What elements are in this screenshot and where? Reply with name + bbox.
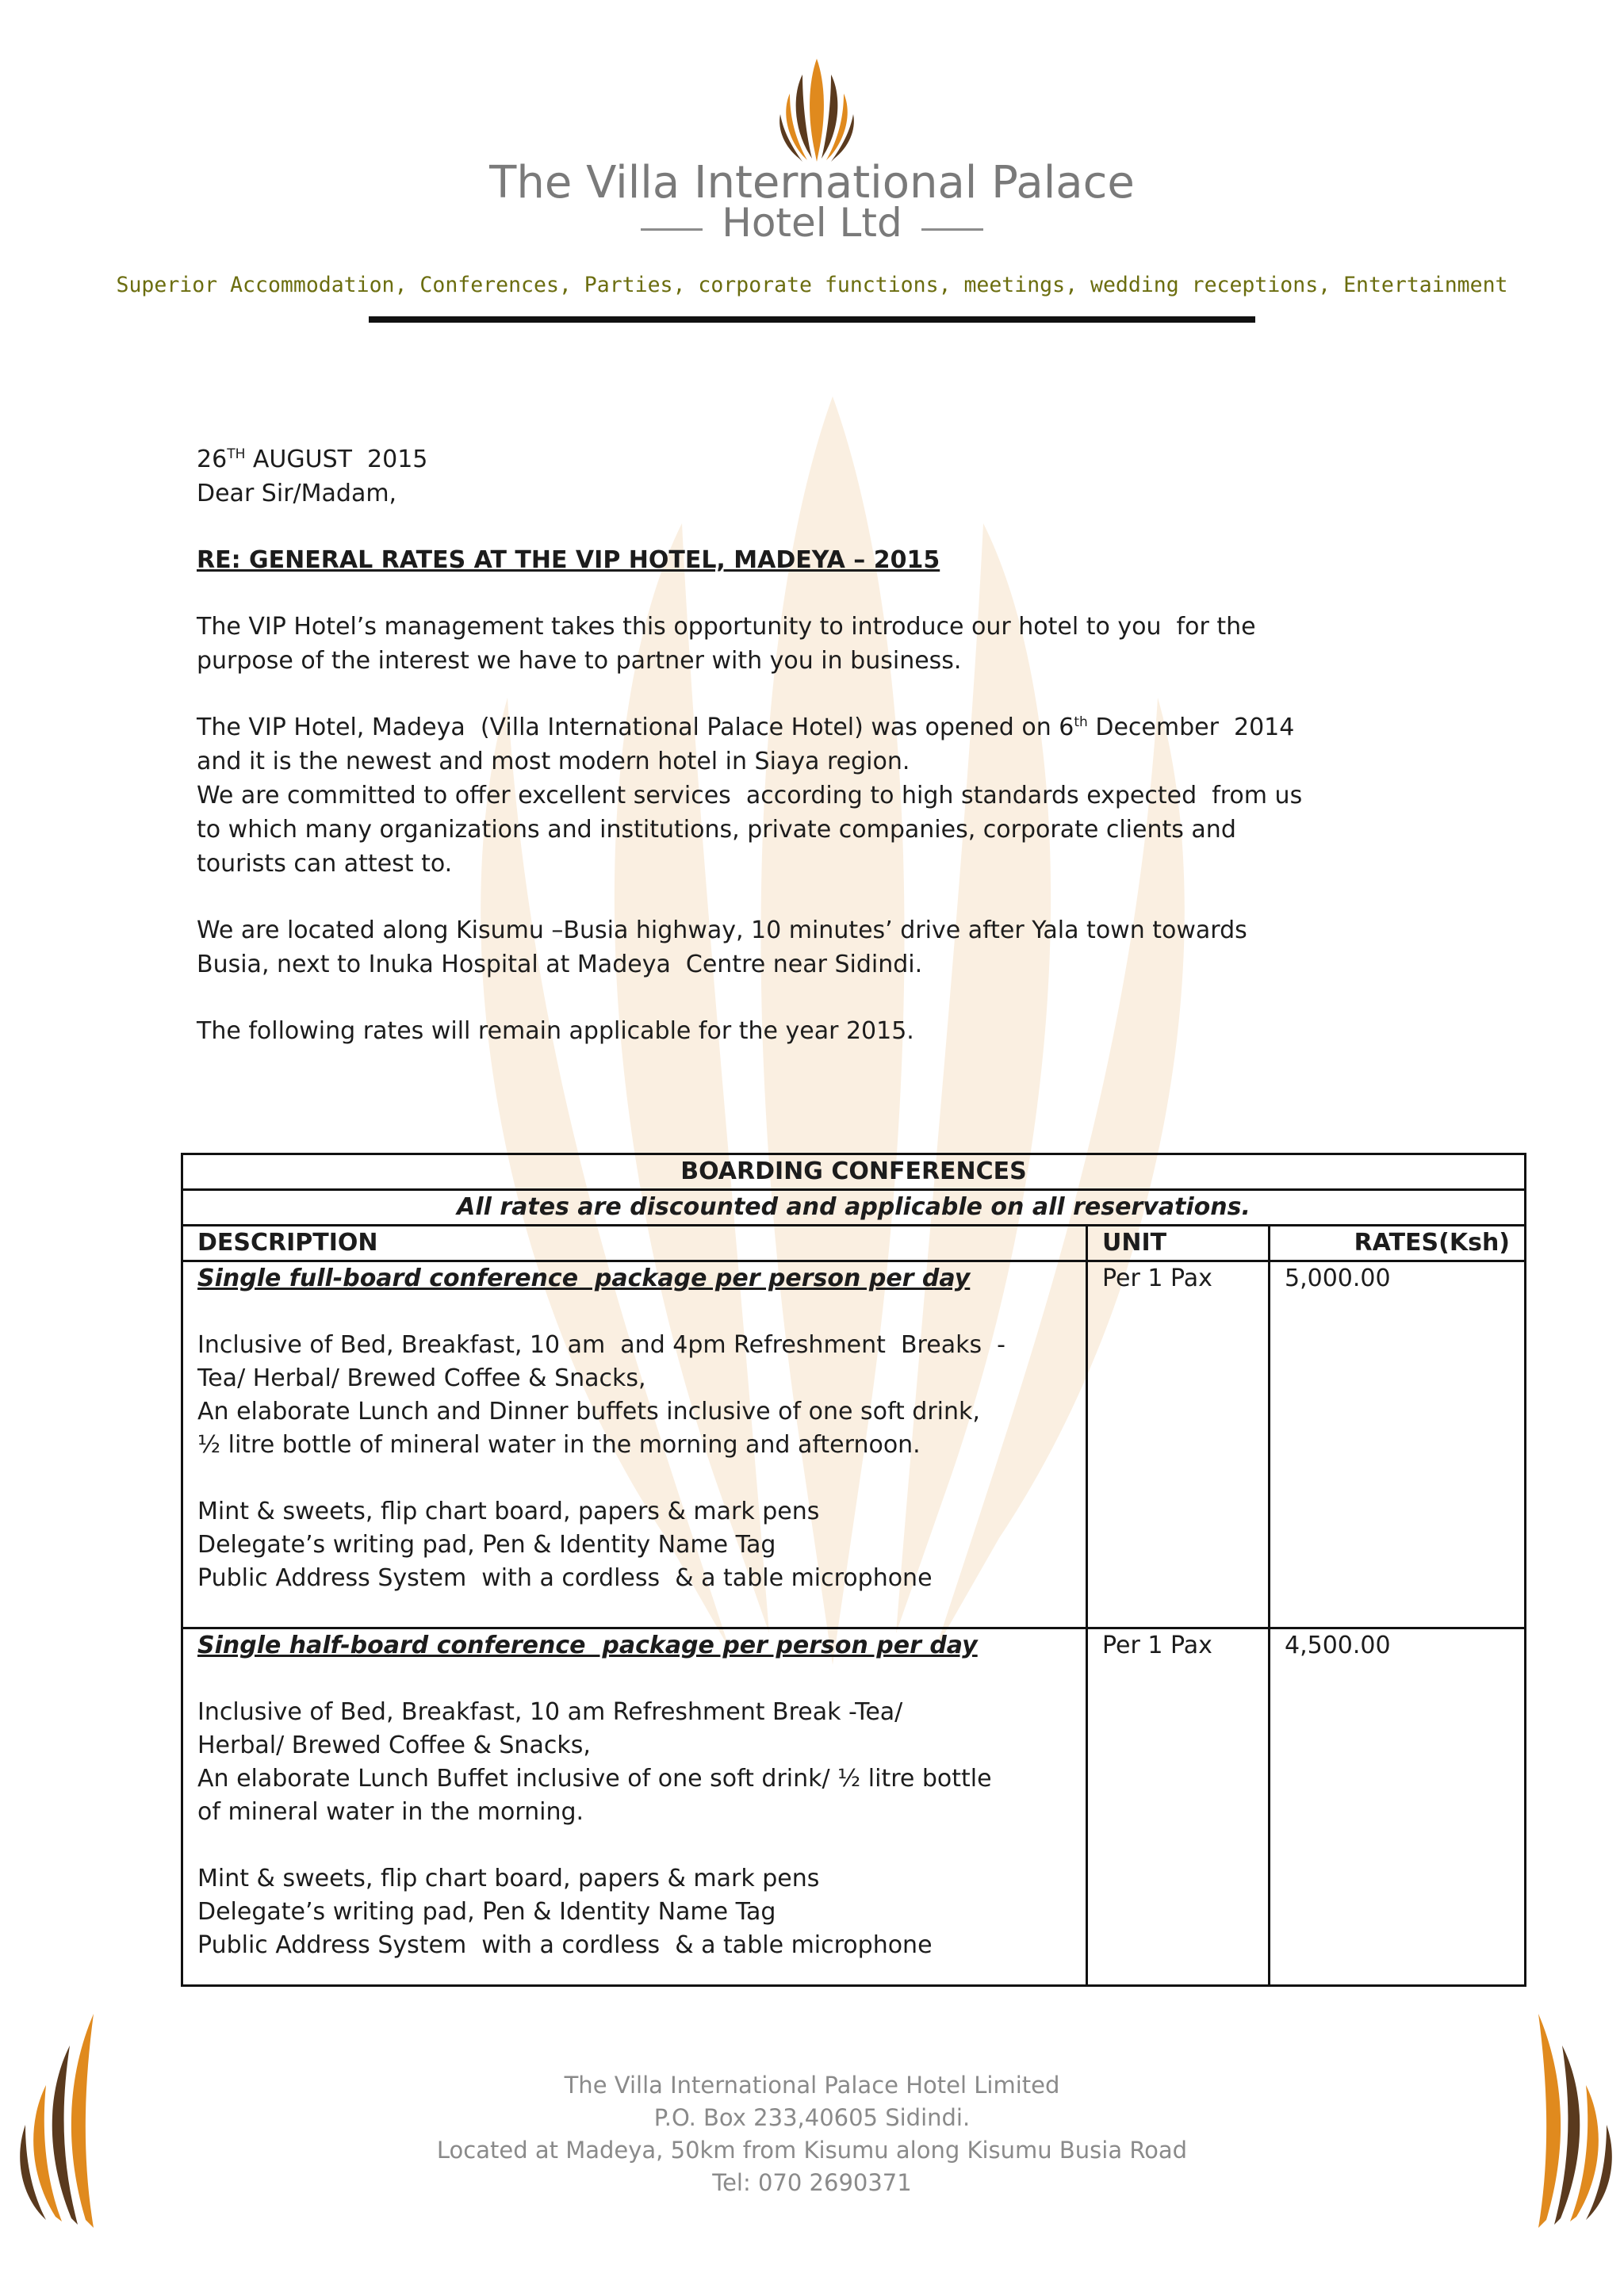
brand-name: The Villa International Palace xyxy=(489,157,1135,209)
footer-address xyxy=(0,2069,1624,2199)
package-detail: Delegate’s writing pad, Pen & Identity Name Tag xyxy=(197,1531,776,1559)
package-unit: Per 1 Pax xyxy=(1087,1628,1270,1986)
paragraph-line: The VIP Hotel, Madeya (Villa International Palace Hotel) was opened on 6th December 2014 xyxy=(197,714,1295,741)
package-description xyxy=(182,1261,1087,1628)
package-detail: Public Address System with a cordless & a table microphone xyxy=(197,1931,933,1959)
package-detail: Tea/ Herbal/ Brewed Coffee & Snacks, xyxy=(197,1364,646,1392)
package-title: Single half-board conference package per person per day xyxy=(197,1632,978,1659)
paragraph-line: and it is the newest and most modern hotel in Siaya region. xyxy=(197,748,910,775)
package-detail: An elaborate Lunch and Dinner buffets inclusive of one soft drink, xyxy=(197,1398,980,1425)
header-unit: UNIT xyxy=(1087,1226,1270,1261)
package-detail: Delegate’s writing pad, Pen & Identity Name Tag xyxy=(197,1898,776,1926)
paragraph-line: to which many organizations and institutions, private companies, corporate clients and xyxy=(197,816,1236,844)
package-detail: Herbal/ Brewed Coffee & Snacks, xyxy=(197,1732,591,1759)
paragraph-line: tourists can attest to. xyxy=(197,850,453,878)
header-description: DESCRIPTION xyxy=(182,1226,1087,1261)
paragraph-line: purpose of the interest we have to partner with you in business. xyxy=(197,647,962,675)
rates-table xyxy=(181,1153,1526,1987)
paragraph-line: The VIP Hotel’s management takes this opportunity to introduce our hotel to you for the xyxy=(197,613,1256,641)
letter-body xyxy=(197,442,1434,1048)
table-row xyxy=(182,1261,1526,1628)
hotel-logo-icon xyxy=(777,57,856,164)
paragraph-line: Busia, next to Inuka Hospital at Madeya Centre near Sidindi. xyxy=(197,951,923,978)
table-row xyxy=(182,1628,1526,1986)
package-unit: Per 1 Pax xyxy=(1087,1261,1270,1628)
package-title: Single full-board conference package per person per day xyxy=(197,1265,971,1292)
package-description xyxy=(182,1628,1087,1986)
footer-location: Located at Madeya, 50km from Kisumu along Kisumu Busia Road xyxy=(436,2137,1188,2164)
paragraph-line: We are located along Kisumu –Busia highway, 10 minutes’ drive after Yala town towards xyxy=(197,916,1247,944)
package-rate: 5,000.00 xyxy=(1270,1261,1526,1628)
package-rate: 4,500.00 xyxy=(1270,1628,1526,1986)
package-detail: Inclusive of Bed, Breakfast, 10 am Refreshment Break -Tea/ xyxy=(197,1698,903,1726)
paragraph-line: We are committed to offer excellent services according to high standards expected from us xyxy=(197,782,1303,809)
footer-phone: Tel: 070 2690371 xyxy=(712,2169,912,2196)
package-detail: Inclusive of Bed, Breakfast, 10 am and 4pm Refreshment Breaks - xyxy=(197,1331,1005,1359)
footer-pobox: P.O. Box 233,40605 Sidindi. xyxy=(653,2104,971,2131)
header-rates: RATES(Ksh) xyxy=(1270,1226,1526,1261)
table-subtitle: All rates are discounted and applicable on all reservations. xyxy=(182,1190,1526,1226)
letter-subject: RE: GENERAL RATES AT THE VIP HOTEL, MADEYA – 2015 xyxy=(197,546,940,574)
letter-date: 26TH AUGUST 2015 xyxy=(197,446,428,473)
footer-company: The Villa International Palace Hotel Limited xyxy=(564,2072,1060,2099)
package-detail: of mineral water in the morning. xyxy=(197,1798,584,1826)
package-detail: Public Address System with a cordless & a table microphone xyxy=(197,1564,933,1592)
header-divider xyxy=(369,316,1255,323)
package-detail: ½ litre bottle of mineral water in the morning and afternoon. xyxy=(197,1431,921,1459)
brand-subname: Hotel Ltd xyxy=(703,200,921,246)
table-title: BOARDING CONFERENCES xyxy=(182,1154,1526,1190)
package-detail: Mint & sweets, flip chart board, papers & mark pens xyxy=(197,1498,820,1525)
package-detail: An elaborate Lunch Buffet inclusive of one soft drink/ ½ litre bottle xyxy=(197,1765,992,1793)
package-detail: Mint & sweets, flip chart board, papers & mark pens xyxy=(197,1865,820,1892)
paragraph-line: The following rates will remain applicable for the year 2015. xyxy=(197,1017,914,1045)
salutation: Dear Sir/Madam, xyxy=(197,480,397,507)
tagline: Superior Accommodation, Conferences, Parties, corporate functions, meetings, wedding receptions, Entertainment xyxy=(116,273,1508,297)
